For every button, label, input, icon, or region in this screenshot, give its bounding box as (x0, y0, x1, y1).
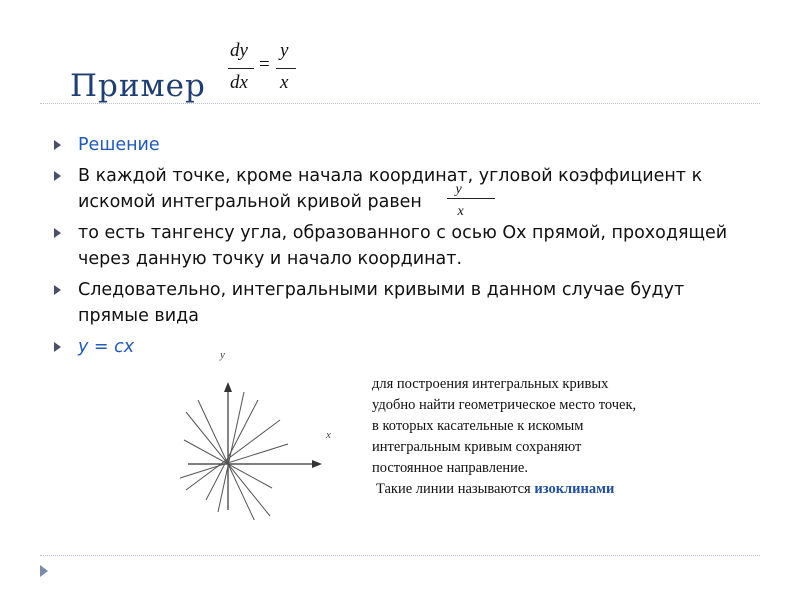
top-divider (40, 103, 760, 104)
bullet-arrow-icon (54, 285, 61, 295)
bullet-slope-text: В каждой точке, кроме начала координат, угловой коэффициент к искомой интегральной кривой равен (78, 166, 703, 212)
isocline-sketch (170, 340, 350, 520)
bullet-item (52, 220, 732, 272)
integral-lines (180, 392, 288, 520)
bottom-divider (40, 555, 760, 556)
formula-rhs-numerator: y (280, 40, 289, 61)
note-line: удобно найти геометрическое место точек, (372, 397, 637, 413)
bullet-list (52, 132, 732, 365)
bullet-arrow-icon (54, 228, 61, 238)
formula-rhs-bar (276, 68, 296, 69)
bullet-conclusion-text: Следовательно, интегральными кривыми в данном случае будут прямые вида (78, 280, 685, 326)
title-formula (228, 40, 308, 100)
bullet-item (52, 132, 732, 158)
bullet-tangent-text: то есть тангенсу угла, образованного с осью Ох прямой, проходящей через данную точку и начало координат. (78, 223, 728, 269)
bullet-arrow-icon (54, 140, 61, 150)
note-line: для построения интегральных кривых (372, 376, 609, 392)
integral-line (186, 420, 280, 490)
formula-lhs-bar (228, 68, 254, 69)
y-axis-arrowhead (224, 382, 232, 392)
bullet-item (52, 334, 732, 360)
bullet-item (52, 163, 732, 219)
slide-nav-arrow-icon[interactable] (40, 565, 48, 577)
formula-equals: = (259, 54, 270, 75)
formula-rhs-denominator: x (280, 72, 289, 93)
inline-fraction-denominator: x (457, 204, 464, 219)
bullet-solution-text: Решение (78, 135, 160, 155)
inline-fraction (427, 182, 497, 219)
bullet-equation-text: y = cx (78, 337, 135, 357)
isocline-term: изоклинами (534, 481, 615, 497)
inline-fraction-numerator: y (455, 182, 462, 197)
slide-title: Пример (70, 68, 206, 104)
formula-lhs-numerator: dy (230, 40, 248, 61)
note-line: постоянное направление. (372, 460, 528, 476)
formula-lhs-denominator: dx (230, 72, 248, 93)
bullet-arrow-icon (54, 342, 61, 352)
note-line: интегральным кривым сохраняют (372, 439, 582, 455)
x-axis-arrowhead (312, 460, 322, 468)
bullet-arrow-icon (54, 171, 61, 181)
note-line: в которых касательные к искомым (372, 418, 584, 434)
isocline-note (372, 374, 712, 500)
note-last-line (372, 479, 712, 500)
inline-fraction-bar (447, 198, 495, 199)
bullet-item (52, 277, 732, 329)
integral-line (180, 444, 288, 478)
integral-line (206, 400, 258, 500)
note-last-prefix: Такие линии называются (376, 481, 531, 497)
x-axis-label: x (326, 429, 331, 441)
y-axis-label: y (220, 349, 225, 361)
